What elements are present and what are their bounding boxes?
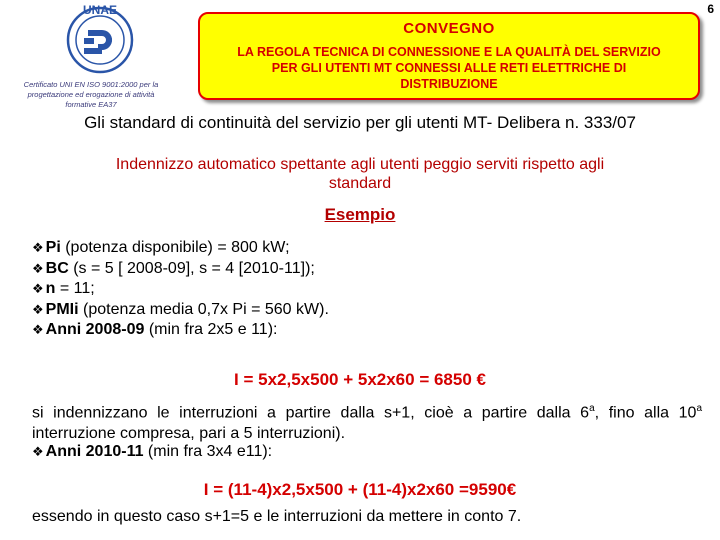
- formula-2008-09: I = 5x2,5x500 + 5x2x60 = 6850 €: [234, 370, 486, 389]
- item-text: (min fra 2x5 e 11):: [144, 321, 278, 338]
- diamond-bullet-icon: ❖: [32, 444, 44, 459]
- banner-subtitle-line-3: DISTRIBUZIONE: [400, 77, 498, 91]
- item-text: (min fra 3x4 e11):: [143, 443, 273, 460]
- item-text: (potenza disponibile) = 800 kW;: [60, 239, 290, 256]
- example-heading: Esempio: [324, 205, 396, 224]
- diamond-bullet-icon: ❖: [32, 322, 44, 337]
- diamond-bullet-icon: ❖: [32, 281, 44, 296]
- parameter-list-2010: [32, 442, 272, 463]
- cert-line-3: formative EA37: [65, 100, 117, 109]
- parameter-list: [32, 238, 329, 341]
- intro-text: [40, 155, 680, 193]
- conference-banner: [198, 12, 700, 100]
- cert-line-2: progettazione ed erogazione di attività: [27, 90, 155, 99]
- para-part-1: si indennizzano le interruzioni a partire dalla s+1, cioè a partire dalla 6: [32, 404, 590, 422]
- list-item: [32, 320, 329, 341]
- diamond-bullet-icon: ❖: [32, 301, 44, 317]
- diamond-bullet-icon: ❖: [32, 240, 44, 255]
- cert-line-1: Certificato UNI EN ISO 9001:2000 per la: [23, 80, 159, 89]
- item-label: Pi: [45, 239, 61, 256]
- formula-2010-11: I = (11-4)x2,5x500 + (11-4)x2x60 =9590€: [203, 480, 517, 499]
- item-text: (s = 5 [ 2008-09], s = 4 [2010-11]);: [68, 259, 315, 277]
- item-label: BC: [45, 259, 69, 277]
- unae-logo-icon: [62, 0, 138, 76]
- item-label: PMIi: [45, 300, 79, 318]
- item-text: (potenza media 0,7x Pi = 560 kW).: [78, 300, 329, 318]
- certification-note: [2, 80, 180, 110]
- slide-heading: Gli standard di continuità del servizio per gli utenti MT- Delibera n. 333/07: [84, 113, 636, 132]
- logo-text: UNAE: [82, 3, 118, 17]
- slide-number: 6: [707, 2, 714, 16]
- ordinal-suffix: a: [696, 403, 703, 414]
- para-part-2: , fino alla 10: [594, 404, 697, 422]
- ordinal-suffix: a: [589, 403, 595, 414]
- banner-subtitle-line-1: LA REGOLA TECNICA DI CONNESSIONE E LA QUALITÀ DEL SERVIZIO: [237, 45, 661, 59]
- list-item: [32, 279, 329, 300]
- item-label: n: [45, 280, 56, 297]
- intro-line-1: Indennizzo automatico spettante agli utenti peggio serviti rispetto agli: [115, 156, 605, 173]
- item-label: Anni 2010-11: [45, 443, 144, 460]
- list-item: [32, 259, 329, 280]
- banner-subtitle: [210, 44, 688, 92]
- closing-text: essendo in questo caso s+1=5 e le interruzioni da mettere in conto 7.: [32, 508, 522, 525]
- item-text: = 11;: [55, 280, 95, 297]
- para-part-3: interruzione compresa, pari a 5 interruzioni).: [32, 425, 346, 443]
- list-item: [32, 238, 329, 259]
- list-item: [32, 442, 272, 463]
- banner-title: CONVEGNO: [403, 20, 495, 37]
- diamond-bullet-icon: ❖: [32, 260, 44, 276]
- banner-subtitle-line-2: PER GLI UTENTI MT CONNESSI ALLE RETI ELETTRICHE DI: [271, 61, 627, 75]
- list-item: [32, 300, 329, 321]
- item-label: Anni 2008-09: [45, 321, 145, 338]
- explanation-paragraph: [32, 398, 702, 444]
- intro-line-2: standard: [328, 175, 392, 192]
